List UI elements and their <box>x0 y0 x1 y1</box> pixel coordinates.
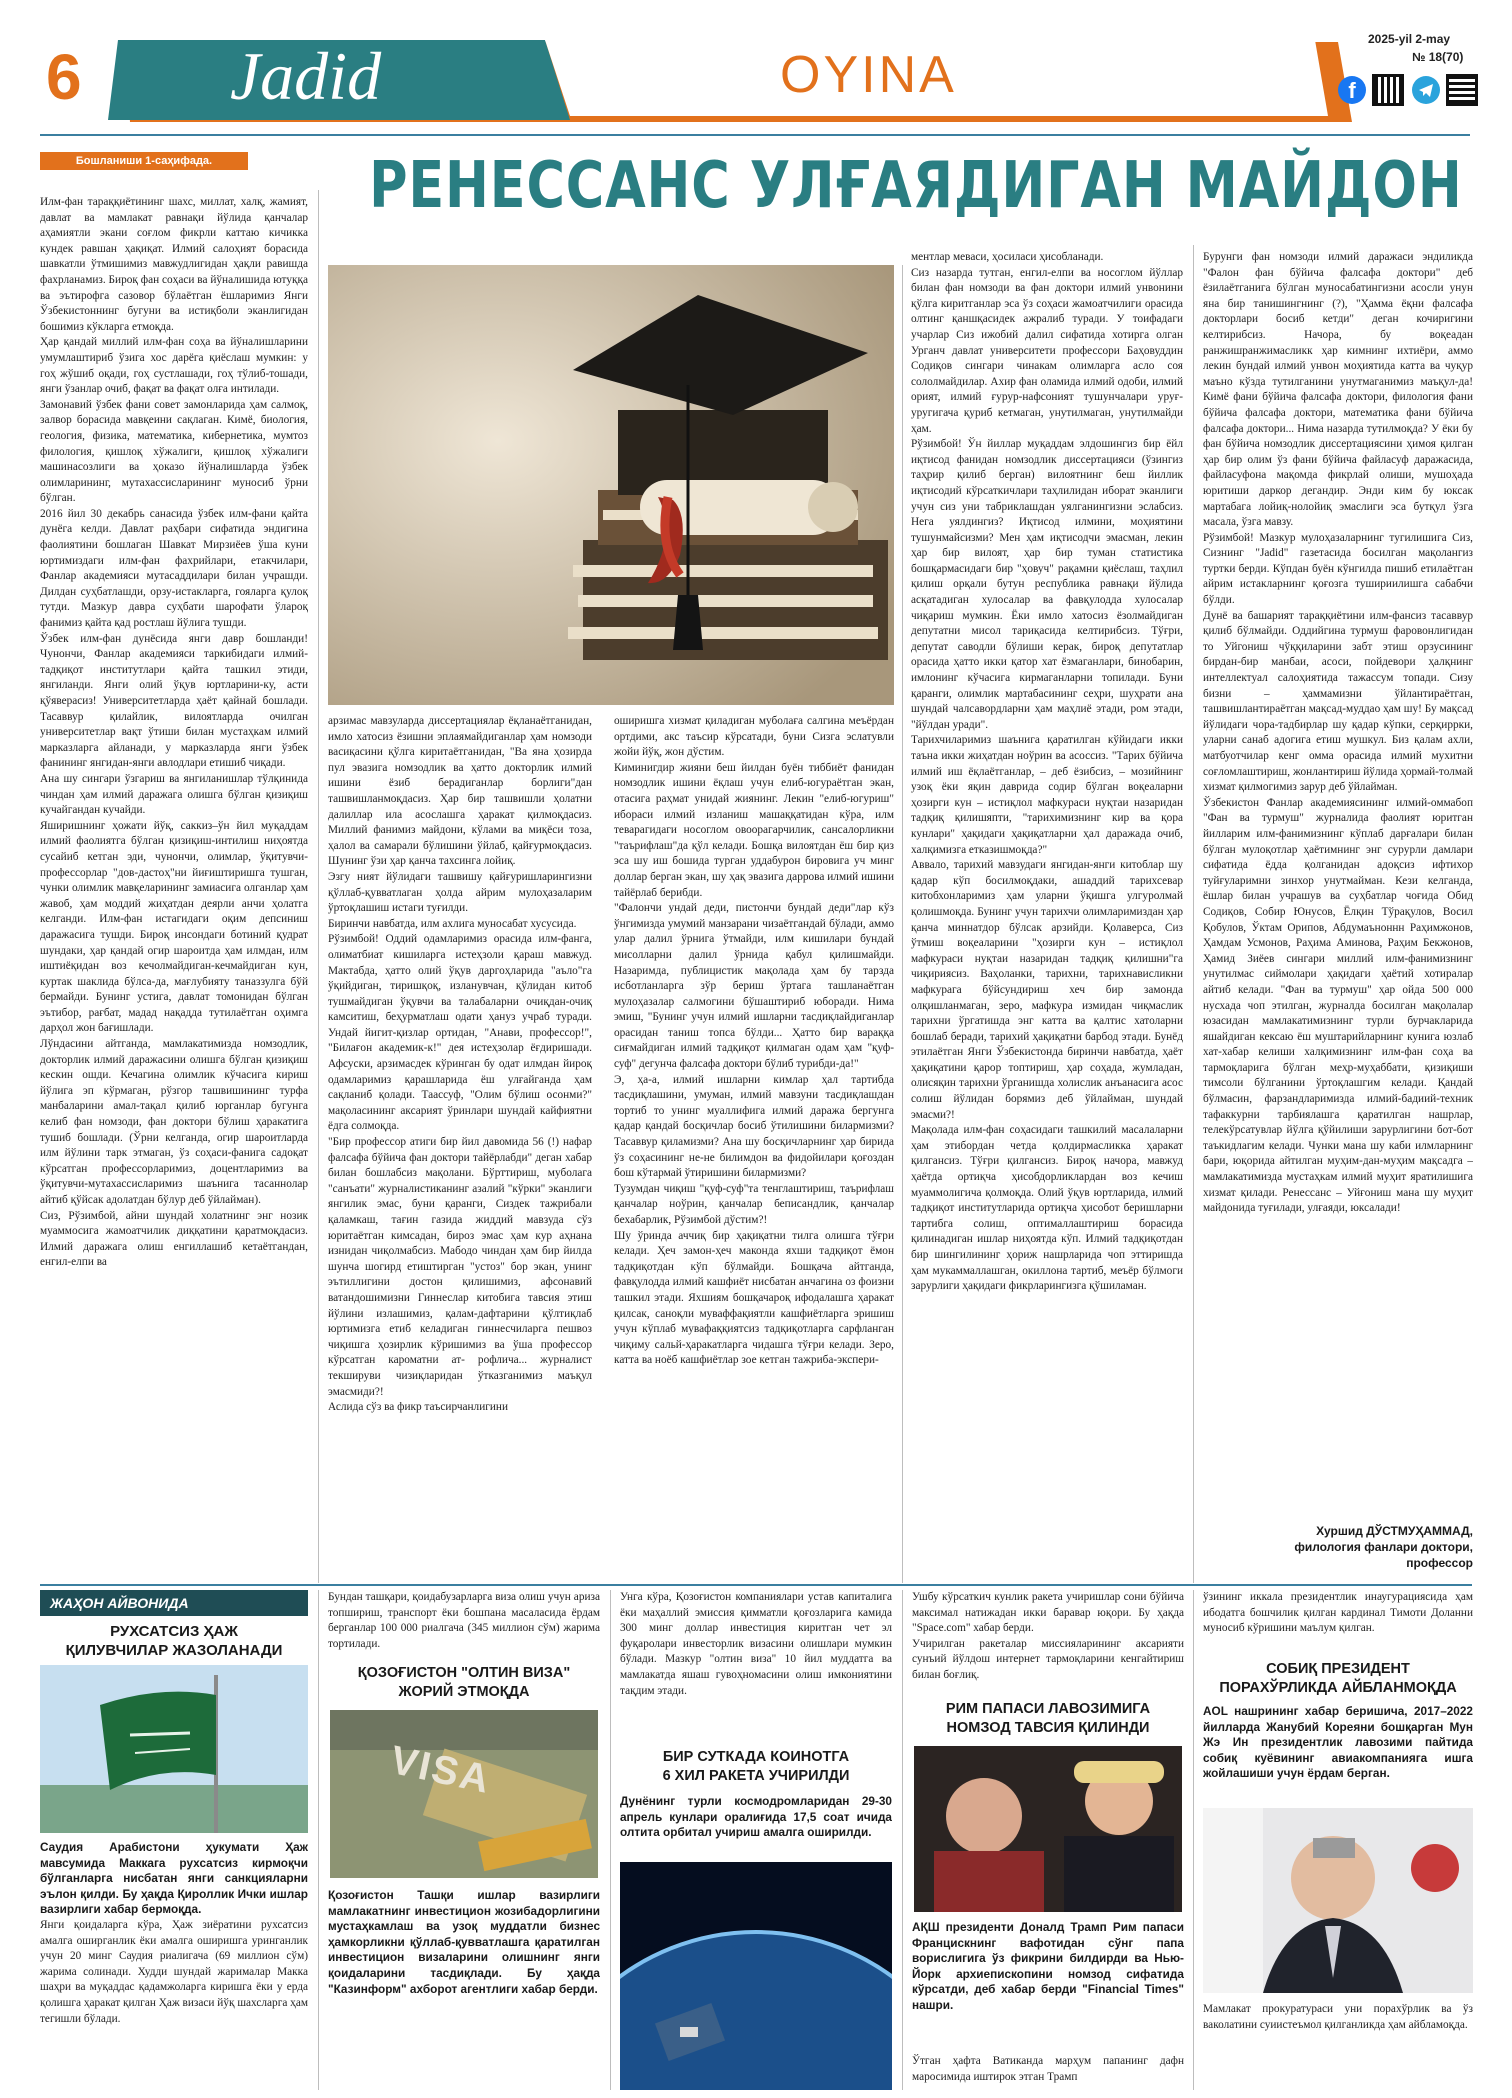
rome-continued: ўзининг иккала президентлик инаугурациясида ҳам ибодатга бошчилик қилган кардинал Тимоти Доланни муносиб кўришини маълум қилган. <box>1203 1591 1473 1635</box>
korea-body: Мамлакат прокуратураси уни порахўрлик ва ўз ваколатини суиистеъмол қилганликда ҳам айбламоқда. <box>1203 2003 1473 2031</box>
trump-dolan-photo <box>914 1746 1182 1912</box>
telegram-icon[interactable] <box>1412 76 1440 104</box>
saudi-lead: Саудия Арабистони ҳукумати Ҳаж мавсумида Маккага рухсатсиз кирмоқчи бўлганларга нисбатан янги санкцияларни эълон қилди. Бу ҳақда Қироллик Ички ишлар вазирлиги хабар бермоқда. <box>40 1840 308 1917</box>
saudi-flag-photo <box>40 1665 308 1833</box>
rockets-lead: Дунёнинг турли космодромларидан 29-30 апрель кунлари оралиғида 17,5 соат ичида олтита орбитал учириш амалга оширилди. <box>620 1794 892 1840</box>
kazakh-lead: Қозоғистон Ташқи ишлар вазирлиги мамлакатнинг инвестицион жозибадорлигини мустаҳкамлаш ва узоқ муддатли бизнес ҳамкорликни қўллаб-қувватлашга қаратилган инвестицион визаларини олишнинг янги қоидаларини тасдиқлади. Бу ҳақда "Казинформ" ахборот агентлиги хабар берди. <box>328 1888 600 1996</box>
rome-lead: АҚШ президенти Доналд Трамп Рим папаси Францискнинг вафотидан сўнг папа ворислигига ўз фикрини билдирди ва Нью-Йорк архиепископини номзод сифатида кўрсатди, деб хабар берди "Financial Times" нашри. <box>912 1920 1184 2012</box>
saudi-body: Янги қоидаларга кўра, Ҳаж зиёратини рухсатсиз амалга оширганлик ёки амалга оширишга уринганлик учун 20 минг Саудия риалигача (69 миллион сўм) жарима солинади. Худди шундай жарималар Макка шаҳри ва муқаддас қадамжоларга киришга ёки у ерда қолишга ҳаракат қилган Ҳаж визаси йўқ шахсларга ҳам тегишли бўлади. <box>40 1919 308 2025</box>
moon-jae-in-photo <box>1203 1808 1473 1993</box>
kazakh-visa-details: Унга кўра, Қозоғистон компаниялари устав капиталига ёки маҳаллий эмиссия қимматли қоғозларига камида 300 минг доллар инвестиция киритган чет эл фуқаролари инвесторлик визасини олишлари мумкин бўлади. Мазкур "олтин виза" 10 йил муддатга ва мамлакатда яшаш гувоҳномасини олиш имкониятини тақдим этади. <box>620 1591 892 1697</box>
korea-headline: СОБИҚ ПРЕЗИДЕНТ ПОРАХЎРЛИКДА АЙБЛАНМОҚДА <box>1219 1661 1457 1696</box>
qr-code-icon[interactable] <box>1372 74 1404 106</box>
kazakh-headline: ҚОЗОҒИСТОН "ОЛТИН ВИЗА" ЖОРИЙ ЭТМОҚДА <box>357 1665 571 1700</box>
author-role: профессор <box>1406 1556 1473 1570</box>
issue-date: 2025-yil 2-may <box>1368 32 1451 46</box>
rockets-headline: БИР СУТКАДА КОИНОТГА 6 ХИЛ РАКЕТА УЧИРИЛДИ <box>662 1749 850 1784</box>
article-column-5: Бурунги фан номзоди илмий даражаси эндиликда "Фалон фан бўйича фалсафа доктори" деб ёзилаётганига бўлган муносабатингизни асосли унун яна бир танишингнинг (?), "Ҳамма ёқни фалсафа докторлари босиб кетди" деган кочиригини келтирибсиз. Начора, бу воқеадан ранжишранжимасликк ҳар кимнинг ихтиёри, аммо лекин бундай илмий унвон моҳиятида катта ва чуқур маъно кўзда тутилганини унутмаганимиз маъқул-да! Кимё фани бўйича фалсафа доктори, филология фани бўйича фалсафа доктори, математика фани бўйича фалсафа доктори... Нима назарда тутилмоқда? У ёки бу фан бўйича номзодлик диссертациясини ҳимоя қилган ҳар бир олим ўз фани бўйича файласуф даражасида, файласуфона мақомда фикрлай олиши, мушоҳада юритиши даркор дегандир. Энди ким бу юксак мартабага лойиқ-нолойиқ эмаслиги эса бутқул ўзга масала, ўзга мавзу. Рўзимбой! Мазкур мулоҳазаларнинг тугилишига Сиз, Сизнинг "Jadid" газетасида босилган мақолангиз туртки берди. Кўпдан буён кўнгилда пишиб етилаётган айрим истакларнинг қоғозга тушириилишга сабабчи бўлди. Дунё ва башарият тараққиётини илм-фансиз тасаввур қилиб бўлмайди. Оддийгина турмуш фаровонлигидан то Уйгониш чўққиларини забт этиш орзусининг бирдан-бир манбаи, асоси, пойдевори ҳалқнинг интеллектуал салоҳиятида тажассум топади. Сизу бизни – ҳаммамизни ўйлантираётган, ташвишлантираётган мақсад-муддао ҳам шу! Бу мақсад йўлидаги чора-тадбирлар шу қадар кўпки, серқиррки, уларни санаб адогига етиш мушкул. Биз қалам ахли, матбуотчилар кенг омма орасида илмий мухитни соғломлаштириш, жонлантириш йўлида ҳормай-толмай хизмат қилмогимиз зарур деб ўйлайман. Ўзбекистон Фанлар академиясининг илмий-оммабоп "Фан ва турмуш" журналида фаолият юритган йилларим илм-фанимизнинг кўплаб дарғалари билан бўлган мулоқотлар ҳаётимнинг энг сурурли дамлари сифатида ёдда қолганидан адоқсиз ифтихор туйғуларимни зинхор унутмайман. Кези келганда, ёшлар билан учрашув ва суҳбатлар чоғида Обид Содиқов, Собир Юнусов, Ёлқин Тўрақулов, Восил Қобулов, Ўктам Орипов, Абдумаъноннн Раҳимжонов, Ҳамдам Усмонов, Раҳима Аминова, Раҳим Бекжонов, Ҳамид Зиёев сингари миллий илм-фанимизнинг унутилмас сиймолари ҳақидаги ҳаётий хотиралар айтиб келади. "Фан ва турмуш" ҳар ойда 500 000 нусхада чоп этилган, журналда босилган мақолалар юзасидан мамлакатимизнинг турли бурчакларида яшайдиган кексаю ёш муштарийларнинг кунига юзлаб хат-хабар келиши халқимизнинг илм-фан соҳа ва тармоқларига бўлган меҳр-муҳаббати, қизиқиши тимсоли бўлганини ўртоқлашгим келади. Қандай бўлмасин, фарзандларимизда илмий-бадиий-техник тафаккурни тарбиялашга қаратилган нашрлар, телекўрсатувлар йўлга қўйилиши зарурлигини бот-бот таъкидлагим келади. Чунки мана шу каби илмларнинг бари, юқорида айтилган муҳим-дан-муҳим мақсадга – мамлакатимизда мустаҳкам илмий муҳит яратилишига хизмат қилади. Ренессанс – Уйғониш мана шу муҳит майдонида туғилади, улғаяди, юксалади! <box>1203 251 1473 1215</box>
korea-lead: AOL нашрининг хабар беришича, 2017–2022 йилларда Жанубий Кореяни бошқарган Мун Жэ Ин президентлик лавозими пайтида собиқ куёвининг авиакомпанияга ишга жойлашиши учун ёрдам берган. <box>1203 1704 1473 1781</box>
rockets-details: Ушбу кўрсаткич кунлик ракета учиришлар сони бўйича максимал натижадан икки баравар юқори. Бу ҳақда "Space.com" хабар берди. Учирилган ракеталар миссияларининг аксарияти сунъий йўлдош интернет тармоқларини кенгайтириш билан боғлиқ. <box>912 1591 1184 1681</box>
brand-logo: Jadid <box>230 38 382 114</box>
article-column-1: Илм-фан тараққиётининг шахс, миллат, халқ, жамият, давлат ва мамлакат равнақи йўлида қанчалар аҳамиятли экани соғлом фикрли каттаю кичикка кундек равшан ҳақиқат. Илмий салоҳият борасида шавкатли ўтмишимиз мавжудлигидан ҳақли равишда фахрланамиз. Бироқ фан соҳаси ва йўналишида ютуққа ва эътирофга сазовор бўлаётган ёшларимиз Янги Ўзбекистоннинг бугуни ва истиқболи эканлигидан бошимиз кўкларга етмоқда. Ҳар қандай миллий илм-фан соҳа ва йўналишларини умумлаштириб ўзига хос дарёга қиёслаш мумкин: у гоҳ жўшиб оқади, гоҳ сустлашади, гоҳ тўлиб-тошади, янги ўзанлар очиб, фақат ва фақат олға интилади. Замонавий ўзбек фани совет замонларида ҳам салмоқ, залвор борасида мавқеини сақлаган. Кимё, биология, геология, физика, математика, кибернетика, мумтоз филология, қишлоқ хўжалиги, қишлоқ хўжалиги машинасозлиги ва ҳоказо йўналишларда ўзбек олимларининг, мутахассисларининг муносиб ўрни бўлган. 2016 йил 30 декабрь санасида ўзбек илм-фани қайта дунёга келди. Давлат раҳбари сифатида эндигина фаолиятини бошлаган Шавкат Мирзиёев ўша куни юртимиздаги илм-фан фахрийлари, етакчилари, Фанлар академияси мутасаддилари билан учрашди. Дилдан суҳбатлашди, орзу-истакларга, гояларга қулоқ тутди. Мазкур давра суҳбати шарофати ўлароқ фанимиз қайта қад ростлаш йўлига тушди. Ўзбек илм-фан дунёсида янги давр бошланди! Чунончи, Фанлар академияси таркибидаги илмий-тадқиқот институтлари қайта ташкил этиди, янгиланди. Янги олий ўқув юртларини-ку, асти қўяверасиз! Университетларда ҳаёт қайнай бошлади. Тасаввур қилайлик, вилоятларда очилган университетлар вақт ўтиши билан мустаҳкам илмий марказларга айланади, у марказларда янги ўзбек фанининг янгидан-янги авлодлари етишиб чиқади. Ана шу сингари ўзгариш ва янгиланишлар тўлқинида чиндан ҳам илмий даражага олишга бўлган қизиқиш кучайгандан кучайди. Яширишнинг ҳожати йўқ, саккиз–ўн йил муқаддам илмий фаолиятга бўлган қизиқиш-интилиш ниҳоятда сусайиб кетган эди, чунончи, олимлар, ўқитувчи-профессорлар "дов-дастоҳ"ни йиғиштиришга тушган, чунки олимлик мавқеларининг замиасига олганлар ҳам жавоб, ҳам моддий жиҳатдан деярли анчи ҳолатга келганди. Илм-фан истагидаги оқим депсиниш даражасига тушди. Бироқ инсондаги ботиний қудрат шундаки, ҳар қандай огир шароитда ҳам илмдан, илм иштиёқидан воз кечолмайдиган-кечмайдиган кун, куртак шаклида бўлса-да, мағлубияту таназзулга бўй бермайди. Бунинг устига, давлат томонидан бўлган эътибор, рағбат, мадад нақадда тутилаётган оҳимга дарҳол жон бағишлади. Лўндасини айтганда, мамлакатимизда номзодлик, докторлик илмий даражасини олишга бўлган қизиқиш кескин ошди. Кечагина олимлик кўчасига кириш йўлига эп кўрмаган, рўзгор ташвишининг турфа манбаларини амал-тақал қилиб юрганлар бугунга келиб фан номзоди, фан доктори бўлиш ҳаракатига тушиб бошлади. (Ўрни келганда, огир шароитларда илм йўлини тарк этмаган, ўз соҳаси-фанига садоқат кўрсатган профессорларимиз, доцентларимиз ва ўқитувчи-мутахассисларимиз шаънига тасаннолар айтиб қўйсак адолатдан бўлур деб ўйлайман). Сиз, Рўзимбой, айни шундай холатнинг энг нозик муаммосига жамоатчилик диққатини қаратмоқдасиз. Илмий даражага олиш енгиллашиб кетаётгандан, енгил-елпи ва <box>40 196 308 1269</box>
author-degree: филология фанлари доктори, <box>1294 1540 1473 1554</box>
article-column-2: арзимас мавзуларда диссертациялар ёқланаётганидан, имло хатосиз ёзишни эплаямайдиганлар ҳам номзоди васиқасини қўлга киритаётганидан, "Ва яна ҳозирда пул эвазига номзодлик ва ҳатто докторлик илмий ишини ёзиб берадиганлар борлиги"дан ташвишланмоқдасиз. Ҳар бир ташвишли ҳолатни далиллар ила асослашга ҳаракат қилмоқдасиз. Миллий фанимиз майдони, кўлами ва миқёси тоза, ҳалол ва самарали бўлишини ўйлаб, қайғурмоқдасиз. Шунинг ўзи ҳар қанча тахсинга лойиқ. Эзгу ният йўлидаги ташвишу қайғуришларингизни қўллаб-қувватлаган ҳолда айрим мулоҳазаларим ўртоқлашиш истаги туғилди. Биринчи навбатда, илм ахлига муносабат хусусида. Рўзимбой! Оддий одамларимиз орасида илм-фанга, олиматбиат кишиларга истеҳзоли қараш мавжуд. Мактабда, ҳатто олий ўқув даргоҳларида "аъло"га ўқийдиган, тиришқоқ, изланувчан, қўлидан китоб тушмайдиган ўқувчи ва талабаларни очиқдан-очиқ камситиш, беҳурматлаш одати ҳануз учраб туради. Ундай йигит-қизлар ортидан, "Анави, профессор!", "Билағон академик-к!" дея истеҳзолар ёғдиришади. Афсуски, арзимасдек кўринган бу одат илмдан йироқ одамларимиз қарашларида ёш улғайганда ҳам сақланиб қолади. Таассуф, "Олим бўлиш осонми?" мақоласининг аксарият ўринлари шундай кайфиятни ёдга солмоқда. "Бир профессор атиги бир йил давомида 56 (!) нафар фалсафа бўйича фан доктори тайёрлабди" деган хабар билан бошлабсиз мақолани. Бўрттириш, муболага "санъати" журналистиканинг азалий "кўрки" эканлиги янгилик эмас, буни қаранги, Сиздек тажрибали қаламкаш, тағин газида жиддий мавзуда сўз юритаётган кимсадан, бироз эмас ҳам кур аҳнана изнидан чиқолмабсиз. Мабодо чиндан ҳам бир йилда шунча шогирд етиштирган "устоз" бор экан, унинг эътиллигини достон қилишимиз, афсонавий ватандошимизни Гиннеслар китобига тавсия этиш йўлини излашимиз, қалам-дафтарини қўлтиқлаб юртимизга етиб келадиган гиннесчиларга пешвоз чиқишга ҳозирлик кўришимиз ва ўша профессор кўрсатган кароматни ат- рофлича... журналист текшируви чизиқларидан ўтказганимиз маъқул эмасмиди?! Аслида сўз ва фикр таъсирчанлигини <box>328 715 592 1414</box>
author-signature <box>1203 1523 1473 1571</box>
saudi-headline: РУХСАТСИЗ ҲАЖ ҚИЛУВЧИЛАР ЖАЗОЛАНАДИ <box>65 1623 283 1659</box>
facebook-icon[interactable]: f <box>1338 76 1366 104</box>
article-column-4: ментлар меваси, ҳосиласи ҳисобланади. Сиз назарда тутган, енгил-елпи ва носоглом йўллар билан фан номзоди ва фан доктори илмий унвонини қўлга киритганлар эса ўз соҳаси жамоатчилиги орасида олтинг қаншқасидек ажралиб туради. У тоифадаги учарлар Сиз ижобий далил сифатида хотирга олган Урганч давлат университети профессори Баҳовуддин Содиқов сингари чинакам олимларга асло соя сололмайдилар. Ахир фан оламида илмий одоби, илмий орият, илмий ғурур-нафсоният тушунчалари уруғ-уругигача қуриб кетмаган, унутилмаган, унутилмайди ҳам. Рўзимбой! Ўн йиллар муқаддам элдошингиз бир ёйл иқтисод фанидан номзодлик диссертацияси (ўзингиз таҳрир қилиб берган) вилоятнинг беш йиллик иқтисодий кўрсаткичлари таҳлилидан иборат эканлиги учун сиз уни табриклашдан уялганингизни эслабсиз. Нега уялдингиз? Иқтисод илмини, моҳиятини тушунмайсизми? Мен ҳам иқтисодчи эмасман, лекин ҳар бир вилоят, ҳар бир туман статистика бошқармасидаги бир "ҳовуч" рақамни қиёслаш, таҳлил қилиш орқали бутун республика равнақи йўлида асқатадиган хулосалар ва фавқулодда хулосалар чиқариш мумкин. Ёки имло хатосиз ёзолмайдиган депутатни мисол тариқасида келтирибсиз. Тўғри, депутат саводли бўлиши керак, бироқ депутатлар орасида ҳатто икки қатор хат ёзмаганлари, бинобарин, имлонинг кўчасига кирмаганларни топилади. Буни қаранги, олимлик мартабасининг сеҳри, шуҳрати ана шундай чалсавордларни ҳам маҳлиё этади, ром этади, "йўлдан уради". Тарихчиларимиз шаънига қаратилган кўйидаги икки таъна икки жиҳатдан ноўрин ва асоссиз. "Тарих бўйича илмий иш ёқлаётганлар, – деб ёзибсиз, – мозийнинг узоқ ёки яқин даврида содир бўлган воқеаларни ҳозирги кун – истиқлол мафкураси нуқтаи назаридан тадқиқ қилишяпти, "тарихимизнинг кир ва қора кунлари" ҳақидаги ҳақиқатларни ҳал даражада очиб, халқимизга етказишмоқда?" Аввало, тарихий мавзудаги янгидан-янги китоблар шу қадар кўп босилмоқдаки, ашаддий тарихсевар китобхонларимиз ҳам уларни ўқишга улгуролмай қолишмоқда. Бунинг учун тарихчи олимларимиздан ҳар қанча миннатдор бўлсак арзийди. Қолаверса, Сиз ўтмиш воқеаларини "ҳозирги кун – истиқлол мафкураси нуқтаи назаридан тадқиқ қилишни"га чиқириясиз. Ваҳоланки, тарихни, тарихнависликни мафкурага бўйсундириш хеч бир замонда олқишланмаган, зеро, мафкура измидан чиқмаслик тарихни ўргатишда энг катта ва қалтис хатоларни бошлаб беради, тарихий ҳақиқатни барбод этади. Бунёд этилаётган Янги Ўзбекистонда биринчи навбатда, ҳаёт ҳақиқатини қарор топтириш, ҳар соҳада, жумладан, олисяқин тарихни ўрганишда холислик анъанасига асос солиш йўлидан борямиз деб ўйлайман, шундай эмасми?! Мақолада илм-фан соҳасидаги ташкилий масалаларни ҳам этибордан четда қолдирмасликка ҳаракат қилгансиз. Тўғри қилгансиз. Бироқ начора, мавжуд ҳаётда ортиқча ҳисобдорликлардан воз кечиш муаммолигича қолмоқда. Олий ўқув юртларида, илмий тадқиқот институтларида ортиқча ҳисобот беришларни тартибга солиш, оптималлаштириш борасида қилинадиган ишлар ниҳоятда кўп. Илмий тадқиқотдан бир шингилининг ҳориж нашрларида чоп эттиришда ҳам мукаммаллашган, окиллона тартиб, меъёр бўлмоги зарурлиги ҳақидаги фикрларингизга қўшиламан. <box>911 251 1183 1293</box>
visa-word: VISA <box>386 1737 495 1803</box>
rome-body: Ўтган ҳафта Ватиканда марҳум папанинг дафн маросимида иштирок этган Трамп <box>912 2055 1184 2083</box>
continued-label: Бошланиши 1-саҳифада. <box>40 152 248 170</box>
satellite-photo <box>620 1862 892 2090</box>
article-illustration <box>328 265 894 705</box>
article-title: РЕНЕССАНС УЛҒАЯДИГАН МАЙДОН <box>369 149 1463 223</box>
article-column-3: оширишга хизмат қиладиган муболаға салгина меъёрдан ортдими, акс таъсир кўрсатади, буни Сизга эслатувли жойи йўқ, жон дўстим. Киминигдир жияни беш йилдан буён тиббиёт фанидан номзодлик ишини ёқлаш учун елиб-югураётган экан, отасига раҳмат унидай жиянинг. Лекин "елиб-югуриш" ибораси илмий изланиш машаққатидан кўра, илм теварагидаги носоглом овоорагарчилик, сансалорликни "таърифлаш"да қўл келади. Бошқа вилоятдан ёш бир қиз эса шу иш бошида турган уддабурон бировига уч минг доллар берган экан, шу ҳақ эвазига даррова илмий ишини тайёрлаб берибди. "Фалончи ундай деди, пистончи бундай деди"лар кўз ўнгимизда умумий манзарани чизаётгандай бўлади, аммо улар далил ўрнига ўтмайди, илм кишилари бундай мисолларни далил ўрнида қабул қилишмайди. Назаримда, публицистик мақолада ҳам бу тарзда исботланларга зўр бериш ўртага ташланаётган мулоҳазалар салмогини бўшаштириб юборади. Нима эмиш, "Бунинг учун илмий ишларни тасдиқлайдиганлар орасидан таниш топса бўлди... Ҳатто бир вараққа сиғмайдиган илмий тадқиқот қилмаган одам ҳам "қуф-суф" дегунча фалсафа доктори бўлиб турибди-да!" Э, ҳа-а, илмий ишларни кимлар ҳал тартибда тасдиқлашини, умуман, илмий мавзуни тасдиқлашдан тортиб то унинг муаллифига илмий даража бергунга қадар қандай босқичлар босиб ўтилишини билармизми? Тасаввур қиламизми? Ана шу босқичларнинг ҳар бирида ўз соҳасининг не-не билимдон ва фидойилари қоғоздан бош кўтармай ўтиришини билармизми? Тузумдан чиқиш "қуф-суф"та тенглаштириш, таърифлаш қанчалар ноўрин, қанчалар беписандлик, қанчалар бехабарлик, Рўзимбой дўстим?! Шу ўринда аччиқ бир ҳақиқатни тилга олишга тўғри келади. Ҳеч замон-ҳеч маконда яхши тадқиқот ёмон тадқиқотдан кўп бўлмайди. Бошқача айтганда, фавқулодда илмий кашфиёт нисбатан анчагина оз фоизни ташкил этади. Яхшиям бошқачароқ ифодалашга ҳаракат қилсак, саноқли муваффақиятли кашфиётларга эришиш учун кўплаб мувафаққиятсиз тадқиқотларга сарфланган чиқиму сальй-ҳаракатларга чидашга тўғри келади. Зеро, катта ва ноёб кашфиётлар зое кетган тажриба-экспери- <box>614 715 894 1367</box>
page-number: 6 <box>46 41 82 113</box>
qr-code-icon[interactable] <box>1446 74 1478 106</box>
kazakh-intro: Бундан ташқари, қоидабузарларга виза олиш учун ариза топшириш, транспорт ёки бошпана масаласида ёрдам берганлар 100 000 риалгача (345 миллион сўм) жарима тортилади. <box>328 1591 600 1650</box>
author-name: Хуршид ДЎСТМУҲАММАД, <box>1316 1524 1473 1538</box>
issue-number: № 18(70) <box>1412 50 1464 64</box>
rome-headline: РИМ ПАПАСИ ЛАВОЗИМИГА НОМЗОД ТАВСИЯ ҚИЛИНДИ <box>945 1701 1151 1736</box>
news-rubric: ЖАҲОН АЙВОНИДА <box>40 1590 308 1616</box>
header-banner <box>0 0 1512 150</box>
section-title: OYINA <box>780 46 957 104</box>
